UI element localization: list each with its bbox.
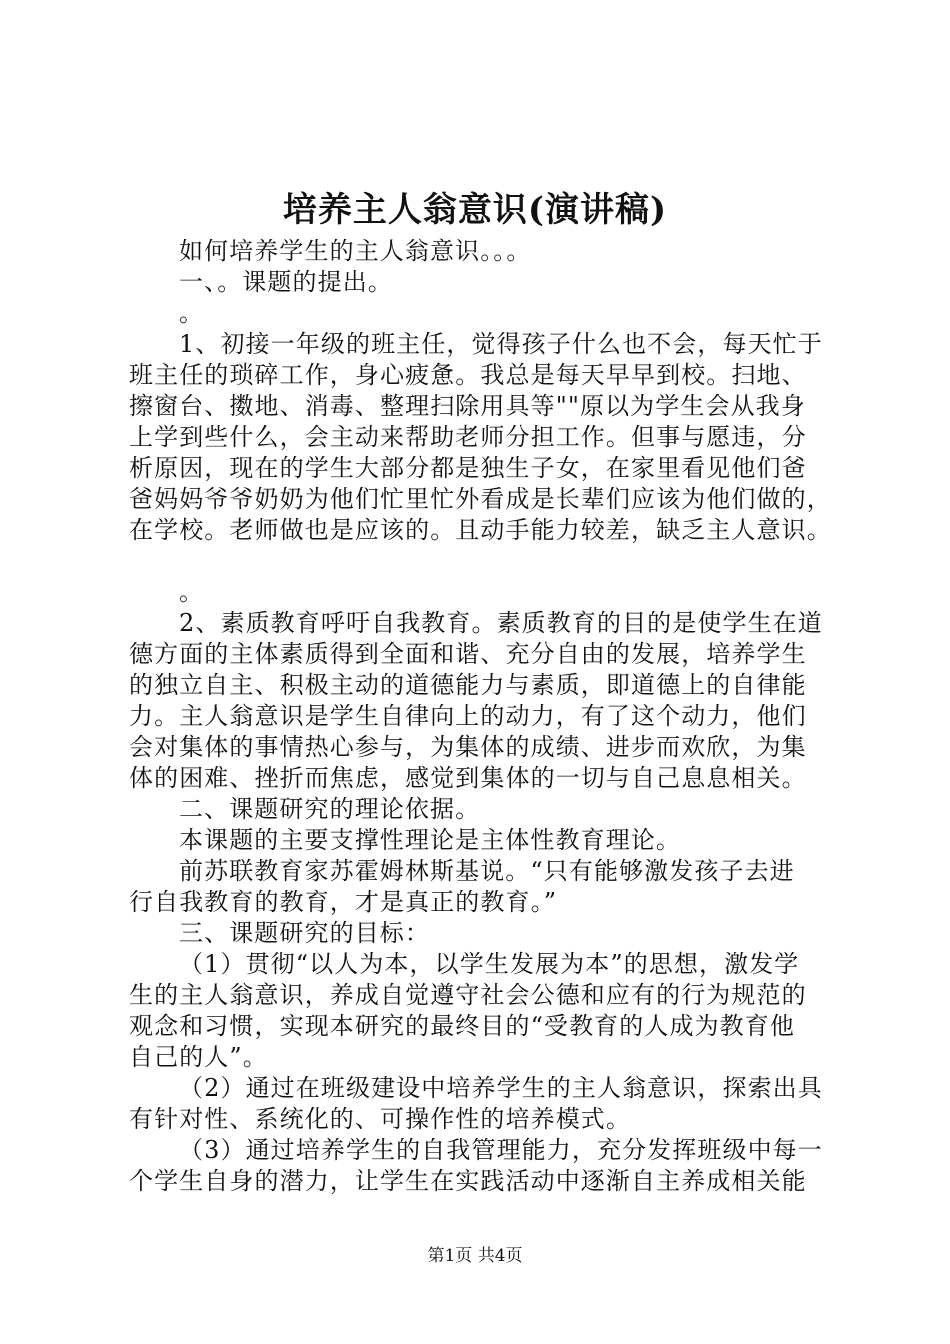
text-line: 2、素质教育呼吁自我教育。素质教育的目的是使学生在道 bbox=[179, 609, 823, 637]
text-line: 上学到些什么，会主动来帮助老师分担工作。但事与愿违，分 bbox=[129, 423, 807, 451]
text-line: 有针对性、系统化的、可操作性的培养模式。 bbox=[129, 1105, 631, 1133]
text-line: （3）通过培养学生的自我管理能力，充分发挥班级中每一 bbox=[179, 1136, 823, 1164]
text-line: 会对集体的事情热心参与，为集体的成绩、进步而欢欣，为集 bbox=[129, 733, 807, 761]
text-line: 班主任的琐碎工作，身心疲惫。我总是每天早早到校。扫地、 bbox=[129, 361, 807, 389]
text-line: 析原因，现在的学生大部分都是独生子女，在家里看见他们爸 bbox=[129, 454, 807, 482]
text-line: 1、初接一年级的班主任，觉得孩子什么也不会，每天忙于 bbox=[179, 330, 823, 358]
text-line: 观念和习惯，实现本研究的最终目的“受教育的人成为教育他 bbox=[129, 1012, 795, 1040]
text-line: 在学校。老师做也是应该的。且动手能力较差，缺乏主人意识。 bbox=[129, 516, 832, 544]
text-line: 德方面的主体素质得到全面和谐、充分自由的发展，培养学生 bbox=[129, 640, 807, 668]
text-line: 爸妈妈爷爷奶奶为他们忙里忙外看成是长辈们应该为他们做的， bbox=[129, 485, 832, 513]
document-title: 培养主人翁意识(演讲稿) bbox=[282, 190, 668, 230]
text-line: 一、。课题的提出。 bbox=[179, 268, 393, 296]
text-line: 力。主人翁意识是学生自律向上的动力，有了这个动力，他们 bbox=[129, 702, 807, 730]
text-line: 的独立自主、积极主动的道德能力与素质，即道德上的自律能 bbox=[129, 671, 807, 699]
document-body bbox=[129, 236, 839, 1197]
text-line: 。 bbox=[179, 578, 205, 606]
text-line: 本课题的主要支撑性理论是主体性教育理论。 bbox=[179, 826, 681, 854]
text-line: 擦窗台、擞地、消毒、整理扫除用具等""原以为学生会从我身 bbox=[129, 392, 806, 420]
text-line: 前苏联教育家苏霍姆林斯基说。“只有能够激发孩子去进 bbox=[179, 857, 795, 885]
text-line: （1）贯彻“以人为本，以学生发展为本”的思想，激发学 bbox=[179, 950, 800, 978]
page-footer: 第1页 共4页 bbox=[427, 1246, 523, 1266]
blank-line bbox=[129, 546, 839, 577]
text-line: 行自我教育的教育，才是真正的教育。” bbox=[129, 888, 558, 916]
text-line: 自己的人”。 bbox=[129, 1043, 268, 1071]
text-line: 生的主人翁意识，养成自觉遵守社会公德和应有的行为规范的 bbox=[129, 981, 807, 1009]
text-line: 如何培养学生的主人翁意识。。。 bbox=[179, 237, 532, 265]
text-line: （2）通过在班级建设中培养学生的主人翁意识，探索出具 bbox=[179, 1074, 823, 1102]
text-line: 。 bbox=[179, 299, 205, 327]
text-line: 二、课题研究的理论依据。 bbox=[179, 795, 481, 823]
text-line: 体的困难、挫折而焦虑，感觉到集体的一切与自己息息相关。 bbox=[129, 764, 807, 792]
text-line: 个学生自身的潜力，让学生在实践活动中逐渐自主养成相关能 bbox=[129, 1167, 807, 1195]
text-line: 三、课题研究的目标： bbox=[179, 919, 430, 947]
